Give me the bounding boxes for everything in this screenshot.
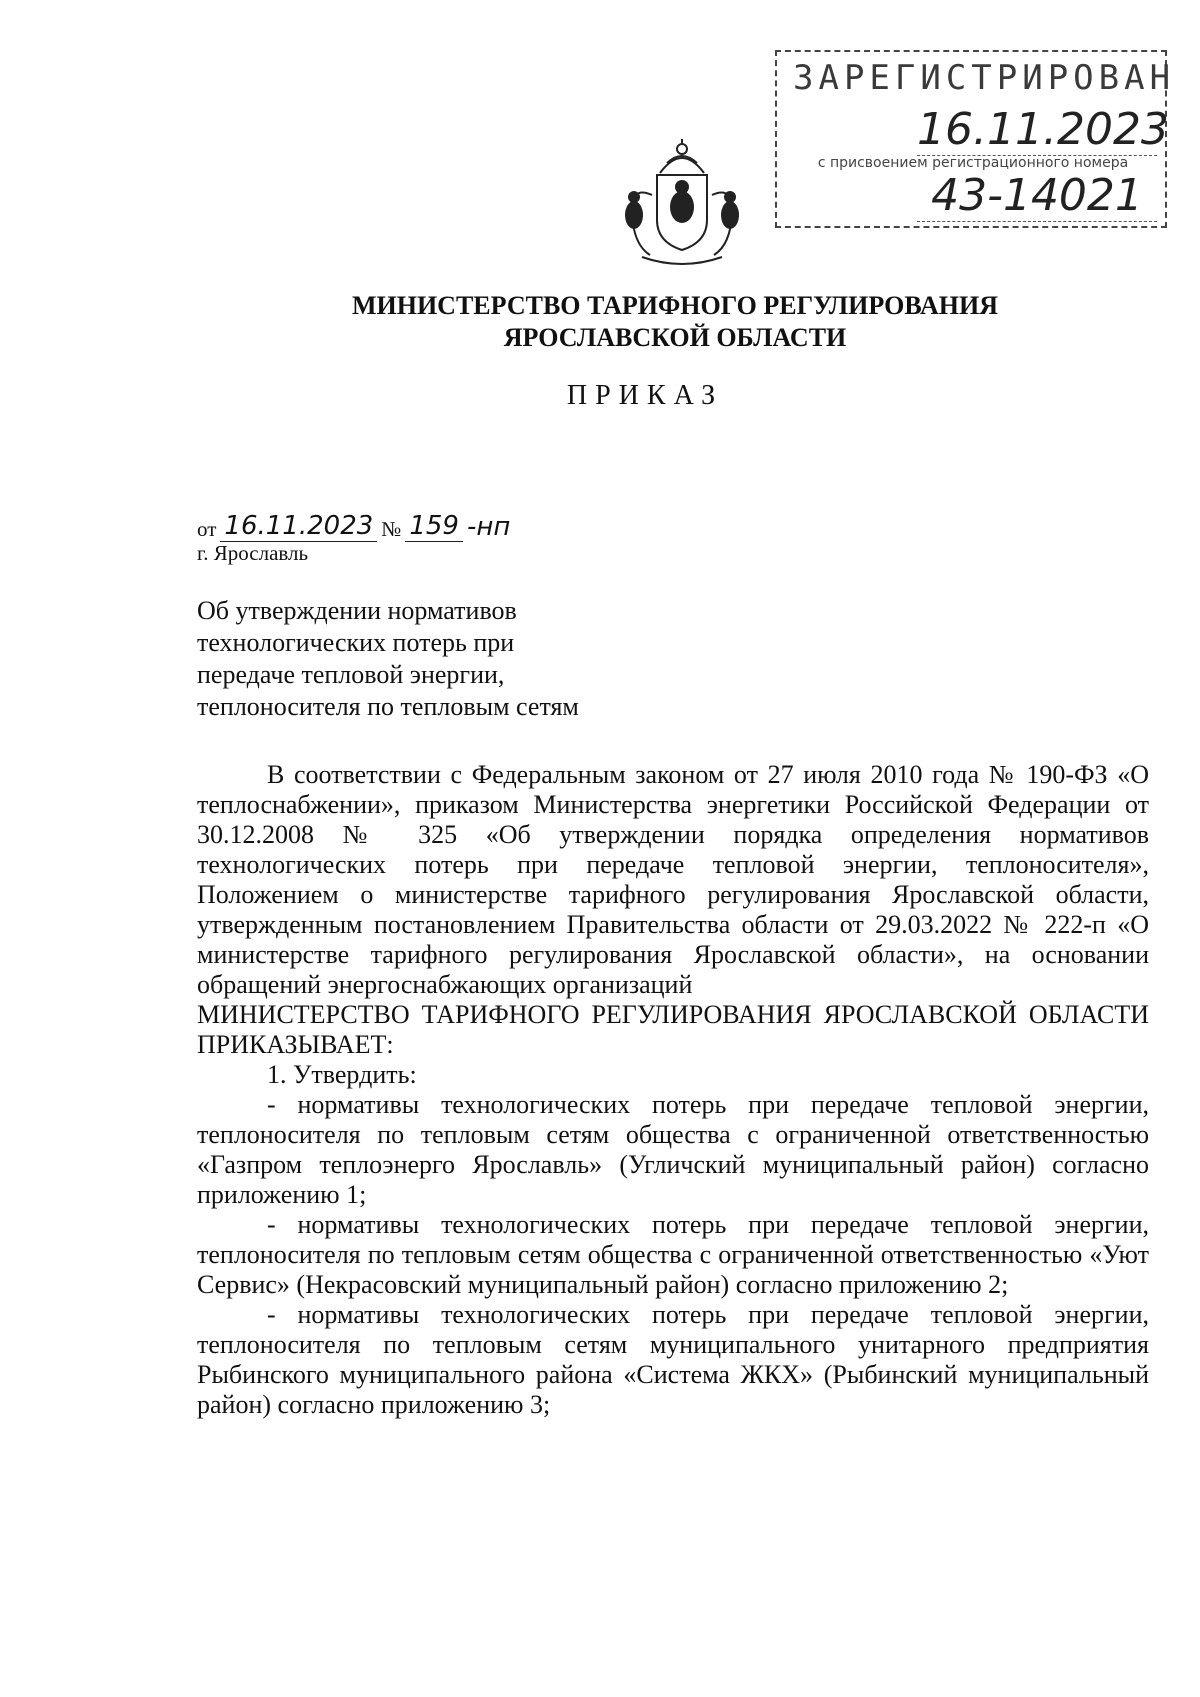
preamble-paragraph: В соответствии с Федеральным законом от 27 июля 2010 года № 190-ФЗ «О теплоснабжении», приказом Министерства энергетики Российской Федерации от 30.12.2008 № 325 «Об утверждении порядка определения нормативов технологических потерь при передаче тепловой энергии, теплоносителя», Положением о министерстве тарифного регулирования Ярославской области, утвержденным постановлением Правительства области от 29.03.2022 № 222-п «О министерстве тарифного регулирования Ярославской области», на основании обращений энергоснабжающих организаций [197,760,1149,999]
list-item: - нормативы технологических потерь при передаче тепловой энергии, теплоносителя по тепловым сетям общества с ограниченной ответственностью «Газпром теплоэнерго Ярославль» (Угличский муниципальный район) согласно приложению 1; [197,1090,1149,1209]
decree-paragraph: МИНИСТЕРСТВО ТАРИФНОГО РЕГУЛИРОВАНИЯ ЯРОСЛАВСКОЙ ОБЛАСТИ ПРИКАЗЫВАЕТ: [197,1000,1149,1059]
order-date: 16.11.2023 [220,511,377,542]
order-subject: Об утверждении нормативов технологических потерь при передаче тепловой энергии, теплоносителя по тепловым сетям [197,596,579,721]
list-item: - нормативы технологических потерь при передаче тепловой энергии, теплоносителя по тепловым сетям муниципального унитарного предприятия Рыбинского муниципального района «Система ЖКХ» (Рыбинский муниципальный район) согласно приложению 3; [197,1300,1149,1419]
order-number-label: № [381,517,402,541]
ministry-line-2: ЯРОСЛАВСКОЙ ОБЛАСТИ [503,323,847,352]
stamp-caption: с присвоением регистрационного номера [817,155,1129,171]
order-date-number [197,508,510,542]
order-city: г. Ярославль [197,541,309,565]
coat-of-arms-icon [612,135,752,270]
document-type: ПРИКАЗ [566,380,724,411]
order-number-suffix: -нп [466,512,511,542]
order-from-label: от [197,517,217,541]
stamp-date: 16.11.2023 [917,104,1169,155]
stamp-registration-number: 43-14021 [917,170,1157,222]
registration-stamp [775,50,1176,228]
item-1-heading: 1. Утвердить: [267,1060,417,1089]
ministry-line-1: МИНИСТЕРСТВО ТАРИФНОГО РЕГУЛИРОВАНИЯ [351,291,999,320]
ministry-name [200,290,1150,354]
stamp-title: ЗАРЕГИСТРИРОВАН [793,58,1176,98]
order-body [197,760,1149,1420]
list-item: - нормативы технологических потерь при передаче тепловой энергии, теплоносителя по тепловым сетям общества с ограниченной ответственностью «Уют Сервис» (Некрасовский муниципальный район) согласно приложению 2; [197,1210,1149,1299]
order-number: 159 [405,511,463,542]
